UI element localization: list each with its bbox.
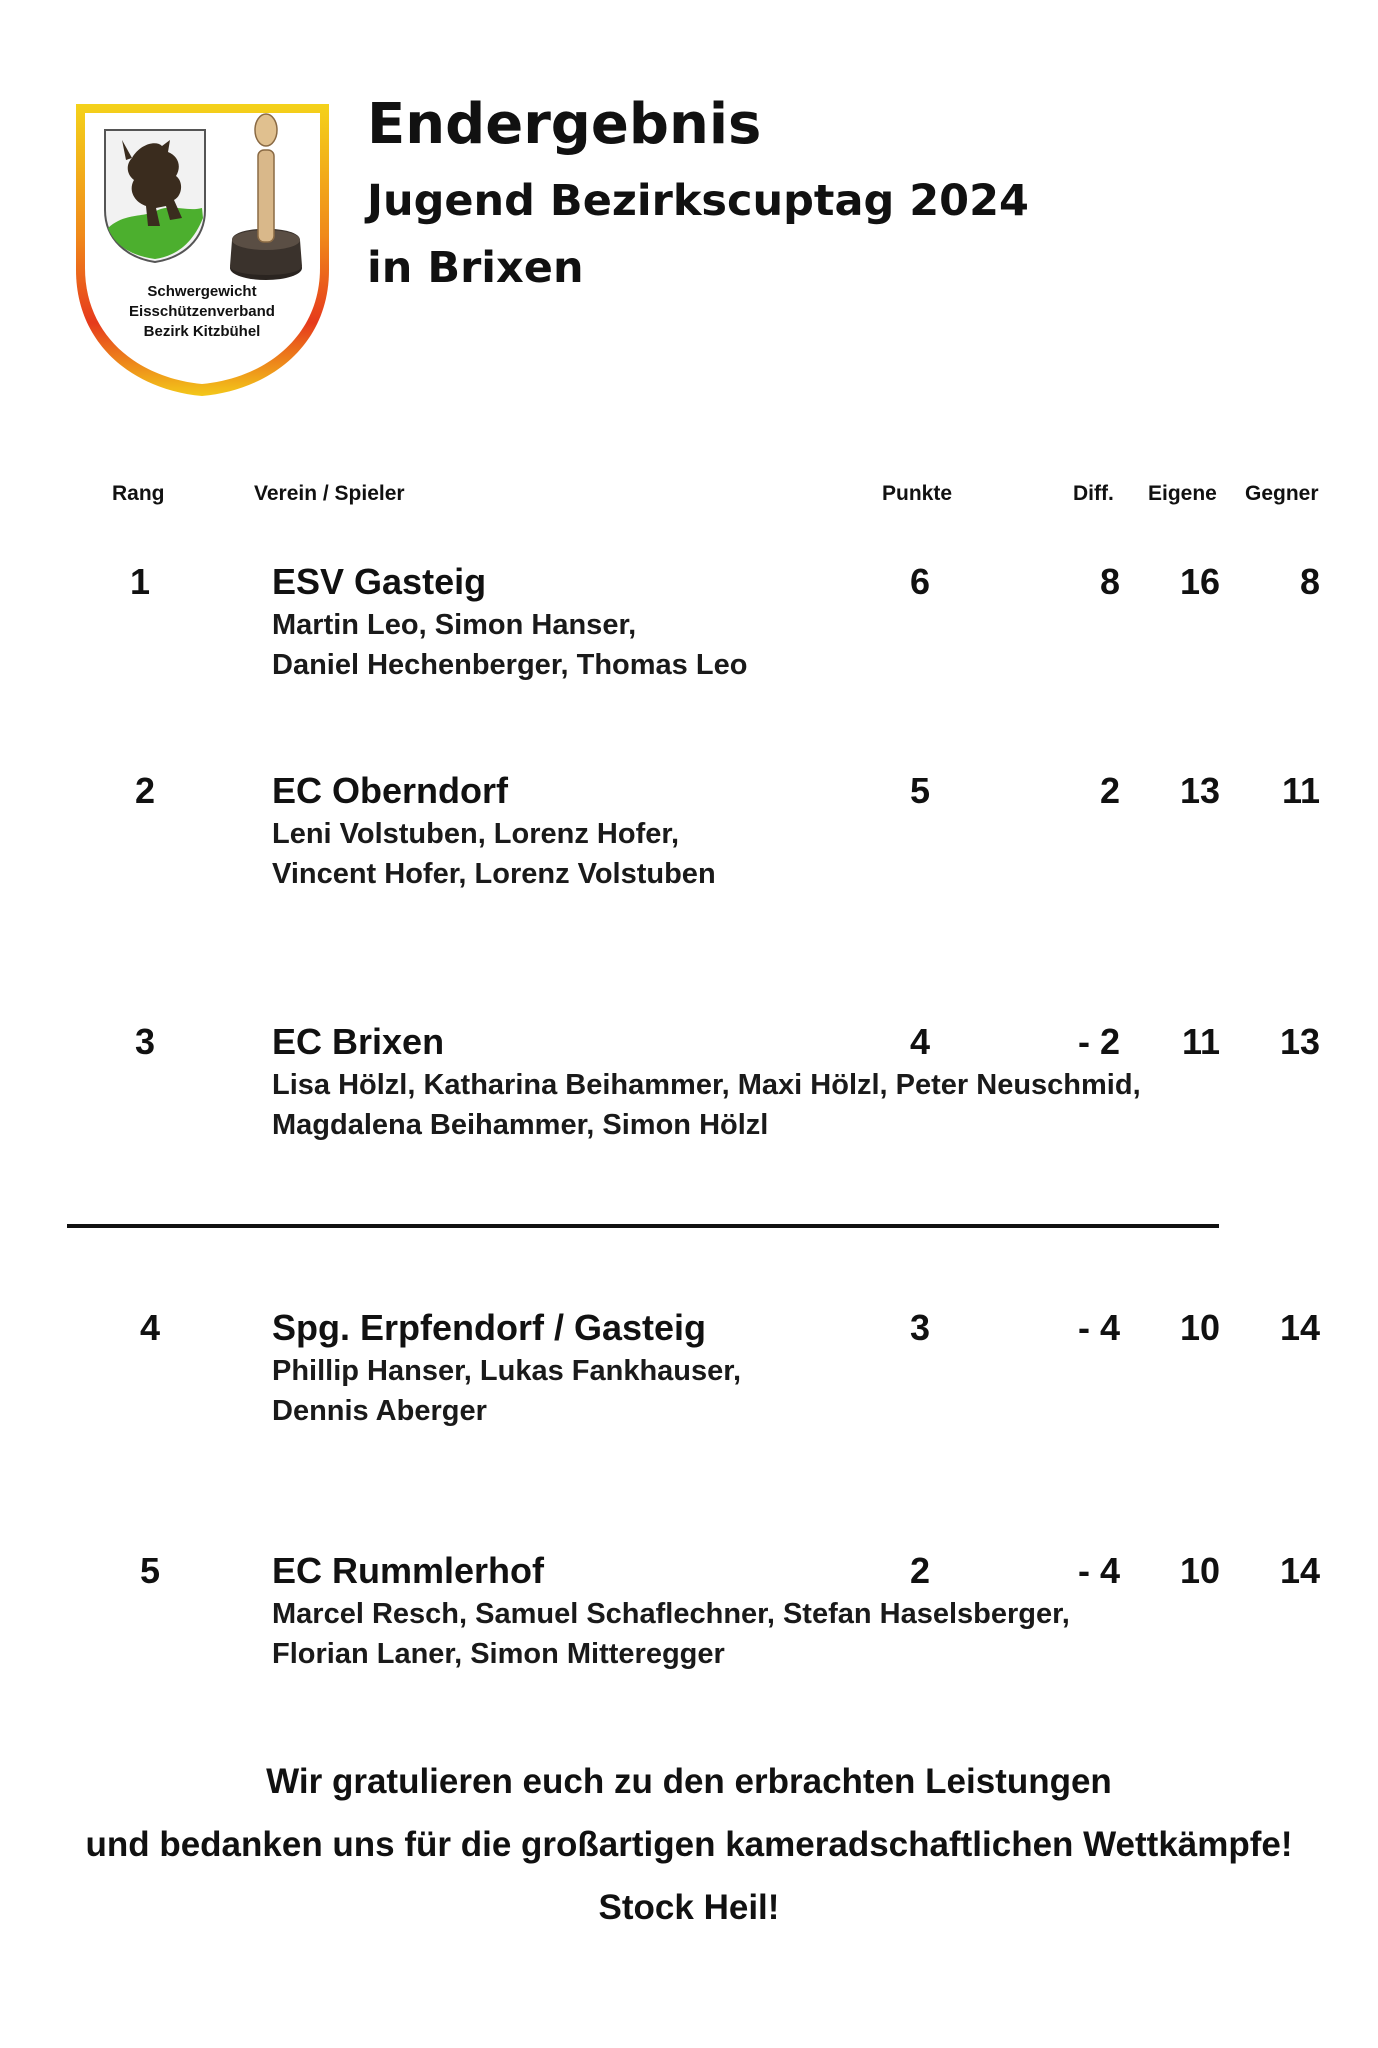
result-team: EC Oberndorf [272,770,509,811]
result-players-line2: Daniel Hechenberger, Thomas Leo [272,649,748,681]
result-rank: 3 [134,1021,156,1062]
result-players-line1: Marcel Resch, Samuel Schaflechner, Stefan Haselsberger, [272,1598,1070,1630]
club-crest-logo [70,100,335,400]
result-eigene: 11 [1181,1021,1220,1062]
column-header-verein: Verein / Spieler [254,482,405,505]
logo-text-line3: Bezirk Kitzbühel [143,323,261,340]
result-rank: 5 [139,1550,161,1591]
result-gegner: 11 [1281,770,1320,811]
result-players-line2: Vincent Hofer, Lorenz Volstuben [272,858,716,890]
result-gegner: 14 [1279,1307,1320,1348]
result-punkte: 6 [909,561,931,602]
result-players [272,814,716,894]
result-rank: 4 [139,1307,161,1348]
logo-text-line2: Eisschützenverband [129,303,275,320]
result-eigene: 16 [1179,561,1220,602]
column-header-eigene: Eigene [1148,482,1217,505]
result-eigene: 13 [1179,770,1220,811]
result-row [0,1550,1378,1710]
result-rank: 2 [134,770,156,811]
event-location: in Brixen [367,243,584,293]
column-header-gegner: Gegner [1245,482,1319,505]
result-diff: 8 [1099,561,1120,602]
footer-thanks: und bedanken uns für die großartigen kameradschaftlichen Wettkämpfe! [85,1825,1293,1864]
column-header-diff: Diff. [1073,482,1114,505]
result-players-line1: Leni Volstuben, Lorenz Hofer, [272,818,680,850]
result-diff: - 4 [1077,1550,1120,1591]
result-row [0,1307,1378,1467]
result-row [0,1021,1378,1181]
event-subtitle: Jugend Bezirkscuptag 2024 [367,176,1029,226]
result-team: ESV Gasteig [272,561,487,602]
result-punkte: 2 [909,1550,931,1591]
result-players-line1: Martin Leo, Simon Hanser, [272,609,637,641]
divider-line [67,1224,1219,1228]
result-row [0,561,1378,721]
result-players [272,1065,1141,1145]
result-punkte: 4 [909,1021,931,1062]
result-rank: 1 [129,561,151,602]
result-team: EC Rummlerhof [272,1550,545,1591]
result-players [272,1594,1070,1674]
result-diff: - 4 [1077,1307,1120,1348]
result-punkte: 5 [909,770,931,811]
result-gegner: 13 [1279,1021,1320,1062]
result-players-line2: Florian Laner, Simon Mitteregger [272,1638,725,1670]
column-header-rang: Rang [112,482,165,505]
result-players [272,1351,741,1431]
result-eigene: 10 [1179,1550,1220,1591]
result-eigene: 10 [1179,1307,1220,1348]
page-title: Endergebnis [367,92,762,157]
result-players-line1: Lisa Hölzl, Katharina Beihammer, Maxi Hölzl, Peter Neuschmid, [272,1069,1141,1101]
result-gegner: 14 [1279,1550,1320,1591]
result-gegner: 8 [1299,561,1320,602]
footer-closing: Stock Heil! [598,1888,780,1927]
column-header-punkte: Punkte [882,482,953,505]
result-team: Spg. Erpfendorf / Gasteig [272,1307,707,1348]
result-players-line1: Phillip Hanser, Lukas Fankhauser, [272,1355,742,1387]
result-team: EC Brixen [272,1021,445,1062]
logo-text-line1: Schwergewicht [147,283,257,300]
result-row [0,770,1378,930]
result-punkte: 3 [909,1307,931,1348]
footer-congratulation: Wir gratulieren euch zu den erbrachten Leistungen [266,1762,1112,1801]
result-players-line2: Dennis Aberger [272,1395,487,1427]
result-diff: - 2 [1077,1021,1120,1062]
result-diff: 2 [1099,770,1120,811]
result-players [272,605,747,685]
result-players-line2: Magdalena Beihammer, Simon Hölzl [272,1109,769,1141]
